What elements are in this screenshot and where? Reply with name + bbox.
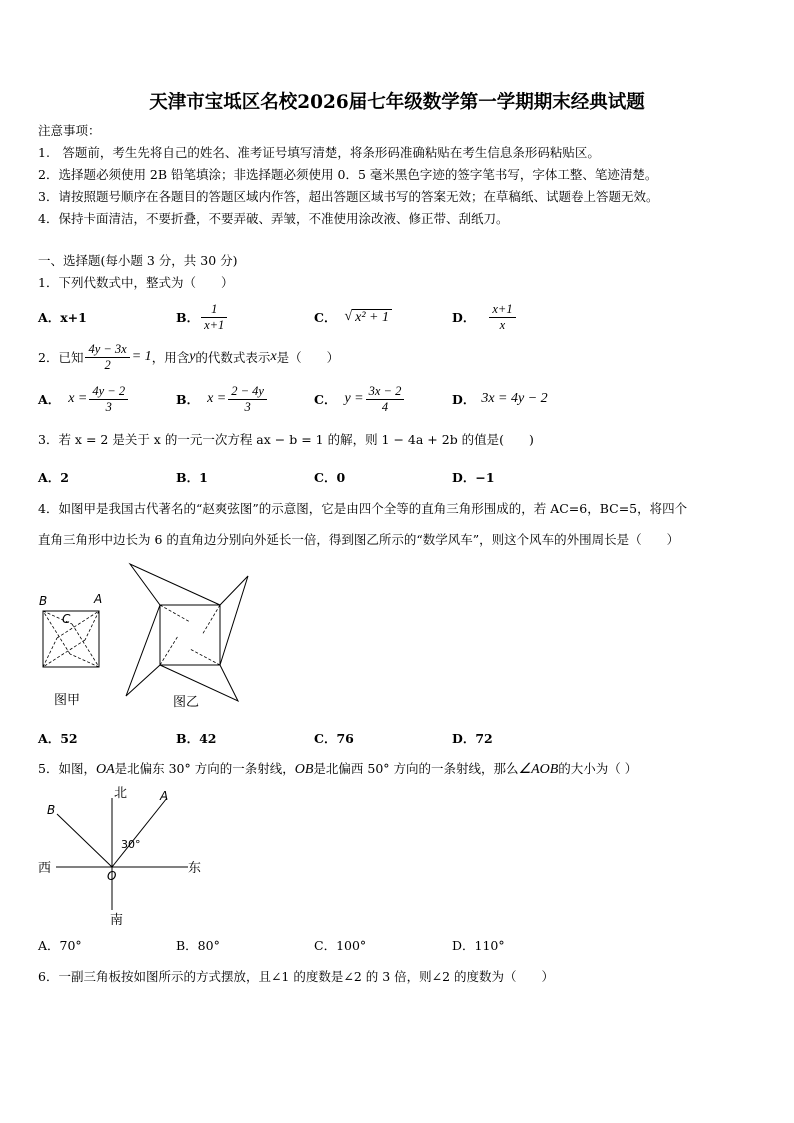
q2-option-c: C． y = $\frac{3x - 2}{4}$ [314, 380, 406, 418]
notice-item: 4．保持卡面清洁，不要折叠，不要弄破、弄皱，不准使用涂改液、修正带、刮纸刀。 [38, 211, 509, 226]
q4-option-a: A．52 [38, 731, 78, 746]
q1-option-a: A． x+1 [38, 309, 87, 325]
q3-option-c: C．0 [314, 470, 346, 485]
section-heading: 一、选择题(每小题 3 分，共 30 分) [38, 253, 238, 268]
fig-label-b: B [39, 594, 48, 608]
q3-option-b: B．1 [176, 470, 208, 485]
q1-option-d: D． $\frac{x+1}{x}$ [452, 298, 518, 336]
label-east: 东 [188, 861, 202, 876]
q2-option-d: D． 3x = 4y − 2 [452, 391, 548, 407]
figure-yi [126, 564, 248, 710]
q5-option-d: D．110° [452, 938, 505, 953]
q5-option-c: C．100° [314, 938, 367, 953]
question-1-stem: 1．下列代数式中，整式为（ ） [38, 275, 234, 290]
q1-option-b: B． $\frac{1}{x+1}$ [176, 298, 229, 336]
fig-label-a: A [94, 592, 103, 606]
notice-item: 2．选择题必须使用 2B 铅笔填涂；非选择题必须使用 0．5 毫米黑色字迹的签字笔书写，字体工整、笔迹清楚。 [38, 167, 658, 182]
fig-caption-jia: 图甲 [54, 693, 81, 708]
question-3-stem: 3．若 x = 2 是关于 x 的一元一次方程 ax − b = 1 的解，则 1 − 4a + 2b 的值是( ) [38, 432, 534, 447]
figure-jia [39, 592, 102, 708]
q3-option-a: A．2 [38, 470, 69, 485]
question-4-stem-line2: 直角三角形中边长为 6 的直角边分别向外延长一倍，得到图乙所示的“数学风车”，则这个风车的外围周长是（ ） [38, 532, 680, 547]
notice-item: 3．请按照题号顺序在各题目的答题区域内作答，超出答题区域书写的答案无效；在草稿纸、试题卷上答题无效。 [38, 189, 659, 204]
label-30-degrees: 30° [121, 838, 141, 851]
q2-option-b: B． x = $\frac{2 - 4y}{3}$ [176, 380, 269, 418]
q3-option-d: D．−1 [452, 470, 495, 485]
q2-option-a: A． x = $\frac{4y - 2}{3}$ [38, 380, 130, 418]
label-o: O [107, 869, 117, 883]
page-title: 天津市宝坻区名校2026届七年级数学第一学期期末经典试题 [149, 92, 645, 113]
notice-heading: 注意事项： [38, 123, 101, 138]
label-west: 西 [38, 861, 52, 876]
question-4-stem-line1: 4．如图甲是我国古代著名的“赵爽弦图”的示意图，它是由四个全等的直角三角形围成的，若 AC=6，BC=5，将四个 [38, 501, 688, 516]
label-north: 北 [114, 786, 128, 801]
q4-option-b: B．42 [176, 731, 217, 746]
q5-option-a: A．70° [38, 938, 82, 953]
q5-option-b: B．80° [176, 938, 220, 953]
q4-option-c: C．76 [314, 731, 354, 746]
question-5-stem: 5．如图，OA是北偏东 30° 方向的一条射线，OB是北偏西 50° 方向的一条射线，那么∠AOB的大小为（ ） [38, 761, 638, 777]
notice-item: 1. 答题前，考生先将自己的姓名、准考证号填写清楚，将条形码准确粘贴在考生信息条形码粘贴区。 [38, 145, 600, 160]
question-2-stem: 2．已知 $\frac{4y - 3x}{2}$ = 1 ，用含 y 的代数式表示 x 是（ ） [38, 341, 340, 372]
label-b: B [47, 803, 56, 817]
label-a: A [160, 789, 169, 803]
fig-caption-yi: 图乙 [173, 695, 200, 710]
q4-figures [30, 558, 260, 713]
q1-option-c: C． √ x² + 1 [314, 300, 392, 334]
fig-label-c: C [62, 612, 71, 626]
q5-compass-figure [30, 780, 220, 930]
label-south: 南 [110, 913, 124, 928]
question-6-stem: 6．一副三角板按如图所示的方式摆放，且∠1 的度数是∠2 的 3 倍，则∠2 的度数为（ ） [38, 969, 555, 984]
q4-option-d: D．72 [452, 731, 493, 746]
